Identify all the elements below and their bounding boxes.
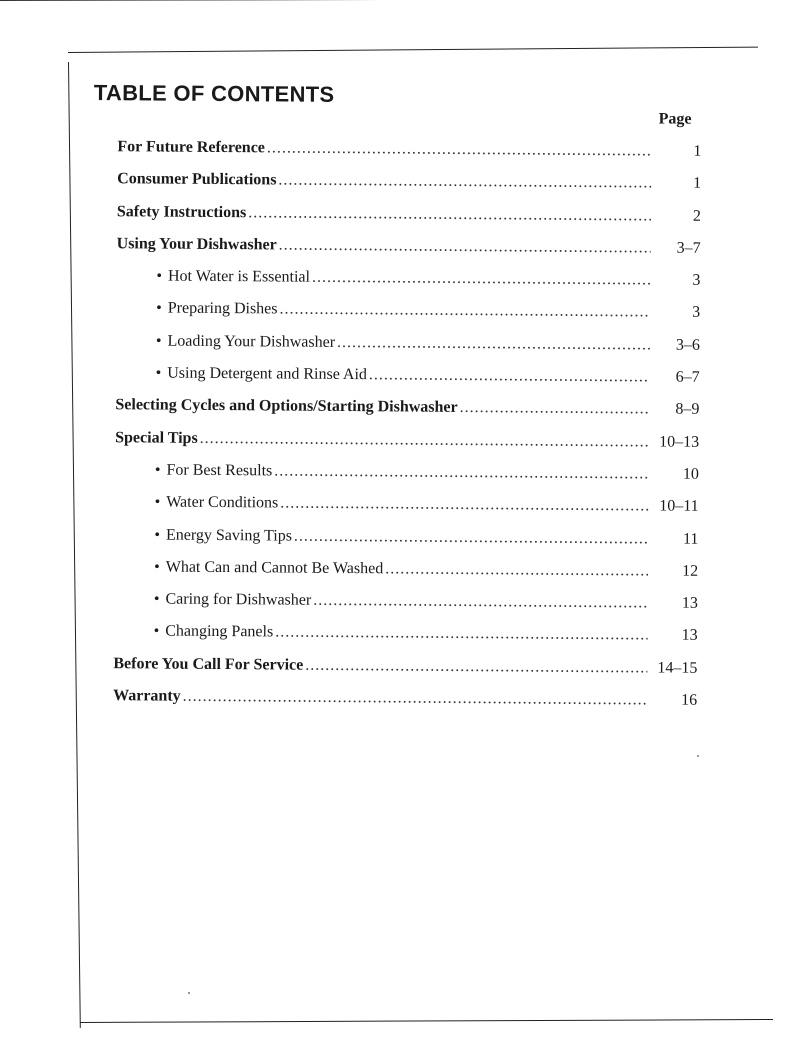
toc-page-number: 6–7 [675, 368, 700, 386]
toc-page-number: 2 [692, 207, 701, 225]
toc-entry-label: For Best Results [166, 461, 273, 480]
toc-subentry[interactable] [89, 364, 699, 401]
toc-page-number: 3–6 [675, 336, 700, 354]
toc-page-number: 10–13 [659, 433, 700, 451]
bullet-icon: • [154, 461, 161, 479]
toc-subentry[interactable] [90, 299, 700, 336]
toc-entry-label: Using Detergent and Rinse Aid [167, 364, 368, 384]
toc-entry[interactable] [89, 429, 699, 466]
dot-leader [278, 172, 651, 193]
dot-leader [267, 139, 652, 160]
dot-leader [369, 366, 650, 386]
bullet-icon: • [155, 332, 162, 350]
toc-entry[interactable] [87, 655, 697, 692]
dot-leader [313, 592, 648, 613]
toc-page-number: 3–7 [676, 239, 701, 257]
scan-speck [697, 755, 699, 757]
dot-leader [274, 462, 649, 483]
scan-edge-line [0, 0, 382, 1]
page-title: TABLE OF CONTENTS [93, 80, 335, 107]
toc-subentry[interactable] [88, 493, 698, 530]
toc-page-number: 12 [682, 562, 699, 580]
toc-subentry[interactable] [90, 267, 700, 304]
toc-entry[interactable] [87, 687, 697, 724]
dot-leader [305, 656, 647, 677]
dot-leader [248, 204, 651, 225]
toc-entry-label: What Can and Cannot Be Washed [165, 558, 384, 578]
toc-entry[interactable] [91, 138, 701, 175]
toc-entry-label: Hot Water is Essential [167, 267, 311, 286]
toc-page-number: 3 [692, 304, 701, 322]
dot-leader [337, 334, 650, 354]
toc-entry[interactable] [91, 203, 701, 240]
toc-subentry[interactable] [87, 622, 697, 659]
toc-entry-label: Using Your Dishwasher [116, 235, 277, 254]
toc-entry-label: Selecting Cycles and Options/Starting Dishwasher [115, 396, 458, 417]
toc-page-number: 10–11 [659, 497, 699, 516]
bullet-icon: • [153, 590, 160, 608]
toc-entry-label: Preparing Dishes [167, 300, 278, 318]
dot-leader [460, 399, 650, 418]
toc-entry-label: Consumer Publications [117, 170, 277, 189]
toc-entry-label: Energy Saving Tips [165, 526, 293, 545]
dot-leader [279, 301, 650, 322]
toc-subentry[interactable] [88, 558, 698, 595]
toc-page-number: 8–9 [675, 400, 700, 419]
toc-content [92, 76, 732, 709]
toc-page-number: 16 [681, 691, 698, 709]
dot-leader [183, 688, 648, 710]
toc-entry-label: Before You Call For Service [113, 654, 304, 674]
toc-page-number: 13 [681, 594, 698, 612]
toc-entry-label: Special Tips [115, 428, 198, 447]
scan-speck [188, 992, 190, 994]
bullet-icon: • [155, 364, 162, 382]
toc-page-number: 13 [681, 627, 698, 645]
toc-subentry[interactable] [89, 461, 699, 498]
toc-entry-label: Safety Instructions [116, 202, 247, 221]
page-column-header: Page [658, 110, 692, 128]
toc-page-number: 3 [692, 271, 701, 289]
toc-list [87, 138, 702, 724]
toc-entry-label: Loading Your Dishwasher [167, 332, 336, 351]
toc-entry[interactable] [90, 235, 700, 272]
toc-subentry[interactable] [88, 526, 698, 563]
dot-leader [275, 624, 648, 645]
toc-entry[interactable] [91, 170, 701, 207]
dot-leader [200, 430, 650, 452]
dot-leader [312, 269, 651, 290]
toc-page-number: 1 [693, 175, 702, 193]
toc-subentry[interactable] [88, 590, 698, 627]
page-frame-top [68, 47, 758, 53]
bullet-icon: • [154, 493, 161, 511]
dot-leader [385, 560, 648, 580]
toc-page-number: 10 [682, 465, 699, 483]
page-frame-left [68, 62, 81, 1028]
toc-page-number: 11 [682, 530, 699, 548]
toc-page-number: 14–15 [657, 659, 698, 677]
bullet-icon: • [156, 267, 163, 285]
toc-entry[interactable] [89, 396, 699, 433]
toc-entry-label: Water Conditions [166, 493, 279, 512]
dot-leader [280, 495, 648, 516]
toc-entry-label: Caring for Dishwasher [165, 590, 312, 609]
bullet-icon: • [154, 526, 161, 544]
dot-leader [294, 527, 649, 548]
bullet-icon: • [153, 622, 160, 640]
toc-entry-label: Changing Panels [165, 623, 274, 641]
dot-leader [279, 236, 651, 257]
toc-entry-label: For Future Reference [117, 138, 266, 157]
toc-entry-label: Warranty [113, 687, 181, 705]
page-frame-bottom [80, 1019, 773, 1023]
bullet-icon: • [156, 299, 162, 318]
toc-subentry[interactable] [90, 332, 700, 369]
toc-page-number: 1 [693, 142, 702, 160]
bullet-icon: • [154, 558, 160, 576]
